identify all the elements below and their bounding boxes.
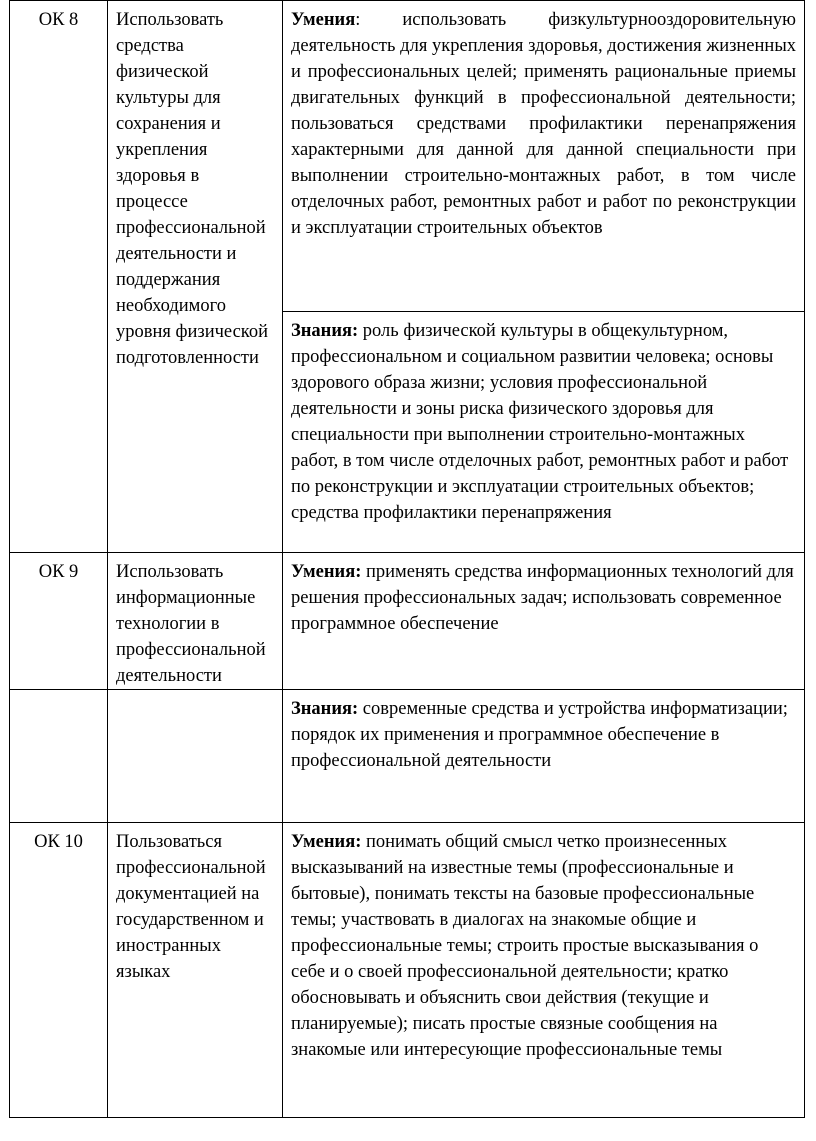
competency-code: ОК 10 xyxy=(10,823,108,1118)
skills-label: Умения: xyxy=(291,562,362,582)
competency-table xyxy=(9,0,805,1118)
table-row xyxy=(10,1,805,312)
table-row xyxy=(10,823,805,1118)
skills-label: Умения: xyxy=(291,832,362,852)
competency-title: Использовать информационные технологии в профессиональной деятельности xyxy=(108,553,283,690)
skills-text: : использовать физкультурнооздоровительную деятельность для укрепления здоровья, достижения жизненных и профессиональных целей; применять рациональные приемы двигательных функций в профессиональной деятельности; пользоваться средствами профилактики перенапряжения характерными для данной для данной специальности при выполнении строительно-монтажных работ, в том числе отделочных работ, ремонтных работ и работ по реконструкции и эксплуатации строительных объектов xyxy=(291,10,796,238)
knowledge-cell xyxy=(283,690,805,823)
empty-cell xyxy=(108,690,283,823)
skills-cell xyxy=(283,823,805,1118)
competency-title: Пользоваться профессиональной документацией на государственном и иностранных языках xyxy=(108,823,283,1118)
knowledge-cell xyxy=(283,312,805,553)
skills-cell xyxy=(283,1,805,312)
knowledge-label: Знания: xyxy=(291,321,359,341)
skills-cell xyxy=(283,553,805,690)
knowledge-label: Знания: xyxy=(291,699,359,719)
skills-text: применять средства информационных технологий для решения профессиональных задач; использовать современное программное обеспечение xyxy=(291,562,794,634)
table-row xyxy=(10,553,805,690)
competency-code: ОК 9 xyxy=(10,553,108,690)
table-row xyxy=(10,690,805,823)
empty-cell xyxy=(10,690,108,823)
knowledge-text: современные средства и устройства информатизации; порядок их применения и программное обеспечение в профессиональной деятельности xyxy=(291,699,788,771)
skills-text: понимать общий смысл четко произнесенных высказываний на известные темы (профессиональные и бытовые), понимать тексты на базовые профессиональные темы; участвовать в диалогах на знакомые общие и профессиональные темы; строить простые высказывания о себе и о своей профессиональной деятельности; кратко обосновывать и объяснить свои действия (текущие и планируемые); писать простые связные сообщения на знакомые или интересующие профессиональные темы xyxy=(291,832,759,1060)
skills-label: Умения xyxy=(291,10,356,30)
competency-title: Использовать средства физической культуры для сохранения и укрепления здоровья в процессе профессиональной деятельности и поддержания необходимого уровня физической подготовленности xyxy=(108,1,283,553)
knowledge-text: роль физической культуры в общекультурном, профессиональном и социальном развитии человека; основы здорового образа жизни; условия профессиональной деятельности и зоны риска физического здоровья для специальности при выполнении строительно-монтажных работ, в том числе отделочных работ, ремонтных работ и работ по реконструкции и эксплуатации строительных объектов; средства профилактики перенапряжения xyxy=(291,321,789,523)
competency-code: ОК 8 xyxy=(10,1,108,553)
